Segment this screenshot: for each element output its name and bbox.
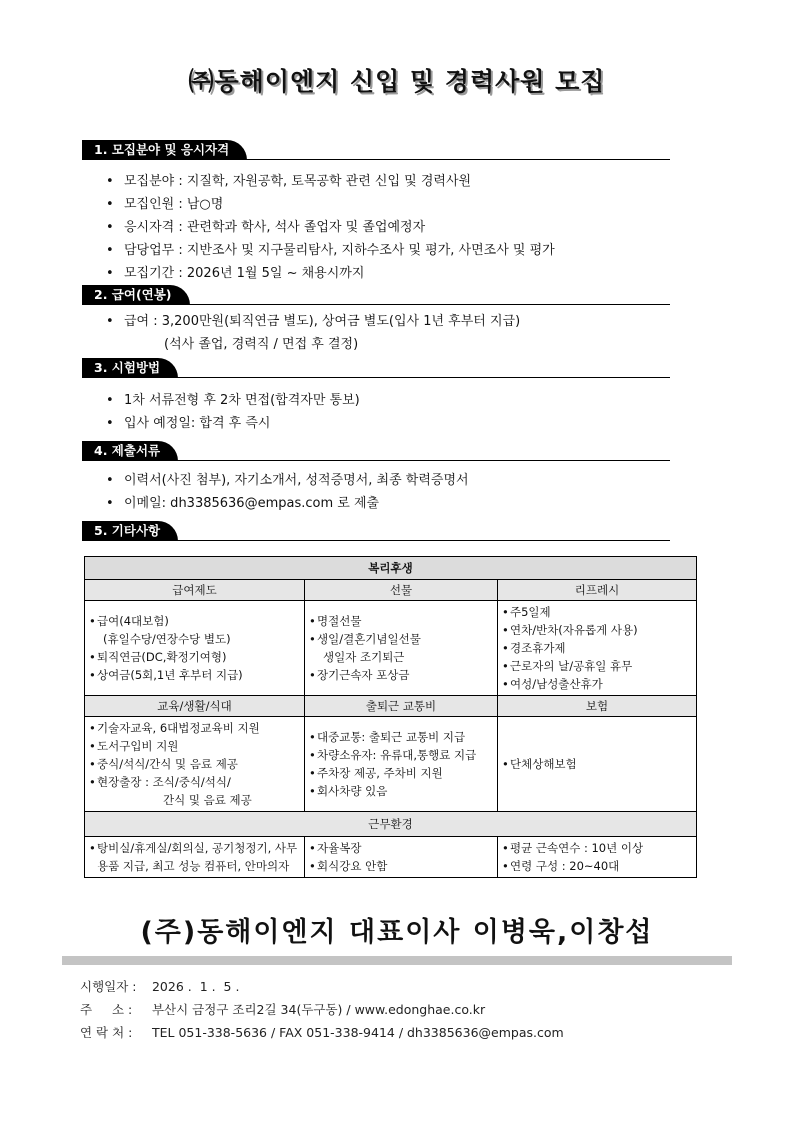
list-item: • 급여 : 3,200만원(퇴직연금 별도), 상여금 별도(입사 1년 후부터 지급) [106, 310, 520, 333]
list-item: • 대중교통: 출퇴근 교통비 지급 [309, 728, 493, 746]
address-value: 부산시 금정구 조리2길 34(두구동) / www.edonghae.co.kr [151, 1002, 486, 1017]
list-item: • 기술자교육, 6대법정교육비 지원 [89, 719, 300, 737]
list-item: • 단체상해보험 [502, 755, 692, 773]
list-item: • 이메일: dh3385636@empas.com 로 제출 [106, 492, 469, 515]
contact-value: TEL 051-338-5636 / FAX 051-338-9414 / dh3385636@empas.com [151, 1025, 564, 1040]
section-header-exam [82, 357, 670, 378]
column-header: 교육/생활/식대 [85, 696, 305, 717]
list-item: • 명절선물 [309, 612, 493, 630]
section-header-recruitment [82, 139, 670, 160]
list-item: • 연령 구성 : 20~40대 [502, 857, 692, 875]
list-item: • 여성/남성출산휴가 [502, 675, 692, 693]
section-header-salary [82, 284, 670, 305]
contact-line [80, 1023, 564, 1041]
column-header: 선물 [305, 580, 498, 601]
section-header-documents [82, 440, 670, 461]
list-item: • 생일/결혼기념일선물 [309, 630, 493, 648]
work-env-title: 근무환경 [85, 812, 697, 837]
company-representative-line: (주)동해이엔지 대표이사 이병욱,이창섭 [140, 917, 654, 948]
list-item: • 경조휴가제 [502, 639, 692, 657]
list-item-continuation: 간식 및 음료 제공 [163, 793, 252, 807]
list-item: • 중식/석식/간식 및 음료 제공 [89, 755, 300, 773]
list-item: • 입사 예정일: 합격 후 즉시 [106, 412, 360, 435]
address-line [80, 1000, 485, 1018]
list-item: • 모집기간 : 2026년 1월 5일 ~ 채용시까지 [106, 262, 555, 285]
list-item: • 평균 근속연수 : 10년 이상 [502, 839, 692, 857]
issue-date-label: 시행일자 : [80, 979, 137, 994]
section-heading: 3. 시험방법 [82, 358, 178, 378]
section-heading: 4. 제출서류 [82, 441, 178, 461]
list-item: • 상여금(5회,1년 후부터 지급) [89, 666, 300, 684]
salary-cell [85, 601, 305, 696]
column-header: 급여제도 [85, 580, 305, 601]
insurance-cell [498, 717, 697, 812]
list-item: • 장기근속자 포상금 [309, 666, 493, 684]
page-title: ㈜동해이엔지 신입 및 경력사원 모집 [188, 67, 606, 96]
env-facilities-cell [85, 837, 305, 878]
section-heading: 5. 기타사항 [82, 521, 178, 541]
list-item: • 담당업무 : 지반조사 및 지구물리탐사, 지하수조사 및 평가, 사면조사 및 평가 [106, 239, 555, 262]
divider-bar [62, 956, 732, 965]
exam-list [106, 389, 360, 435]
issue-date-value: 2026 . 1 . 5 . [151, 979, 240, 994]
list-item: • 자율복장 [309, 839, 493, 857]
column-header: 보험 [498, 696, 697, 717]
list-item: • 근로자의 날/공휴일 휴무 [502, 657, 692, 675]
list-item: • 응시자격 : 관련학과 학사, 석사 졸업자 및 졸업예정자 [106, 216, 555, 239]
list-item: • 회사차량 있음 [309, 782, 493, 800]
section-header-misc [82, 520, 670, 541]
education-cell [85, 717, 305, 812]
documents-list [106, 469, 469, 515]
issue-date-line [80, 977, 239, 995]
gift-cell [305, 601, 498, 696]
section-heading: 1. 모집분야 및 응시자격 [82, 140, 247, 160]
column-header: 리프레시 [498, 580, 697, 601]
list-item: • 현장출장 : 조식/중식/석식/ [89, 773, 300, 791]
benefits-title: 복리후생 [85, 557, 697, 580]
list-item: • 주5일제 [502, 603, 692, 621]
contact-label: 연 락 처 : [80, 1025, 133, 1040]
benefits-table [84, 556, 697, 878]
list-item: • 1차 서류전형 후 2차 면접(합격자만 통보) [106, 389, 360, 412]
list-item: • 도서구입비 지원 [89, 737, 300, 755]
list-item: • 회식강요 안함 [309, 857, 493, 875]
refresh-cell [498, 601, 697, 696]
recruitment-list [106, 170, 555, 285]
list-item: • 모집인원 : 남○명 [106, 193, 555, 216]
commute-cell [305, 717, 498, 812]
list-item-continuation: (휴일수당/연장수당 별도) [103, 632, 231, 646]
list-item: • 급여(4대보험) [89, 612, 300, 630]
list-item: • 퇴직연금(DC,확정기여형) [89, 648, 300, 666]
address-label: 주 소 : [80, 1002, 133, 1017]
list-item-continuation: (석사 졸업, 경력직 / 면접 후 결정) [164, 337, 359, 352]
list-item: • 모집분야 : 지질학, 자원공학, 토목공학 관련 신입 및 경력사원 [106, 170, 555, 193]
list-item: • 탕비실/휴게실/회의실, 공기청정기, 사무용품 지급, 최고 성능 컴퓨터, 안마의자 [89, 839, 300, 875]
env-stats-cell [498, 837, 697, 878]
list-item: • 주차장 제공, 주차비 지원 [309, 764, 493, 782]
section-heading: 2. 급여(연봉) [82, 285, 190, 305]
list-item: • 연차/반차(자유롭게 사용) [502, 621, 692, 639]
env-culture-cell [305, 837, 498, 878]
list-item-continuation: 생일자 조기퇴근 [323, 650, 405, 664]
list-item: • 차량소유자: 유류대,통행료 지급 [309, 746, 493, 764]
list-item: • 이력서(사진 첨부), 자기소개서, 성적증명서, 최종 학력증명서 [106, 469, 469, 492]
salary-list [106, 310, 520, 356]
column-header: 출퇴근 교통비 [305, 696, 498, 717]
